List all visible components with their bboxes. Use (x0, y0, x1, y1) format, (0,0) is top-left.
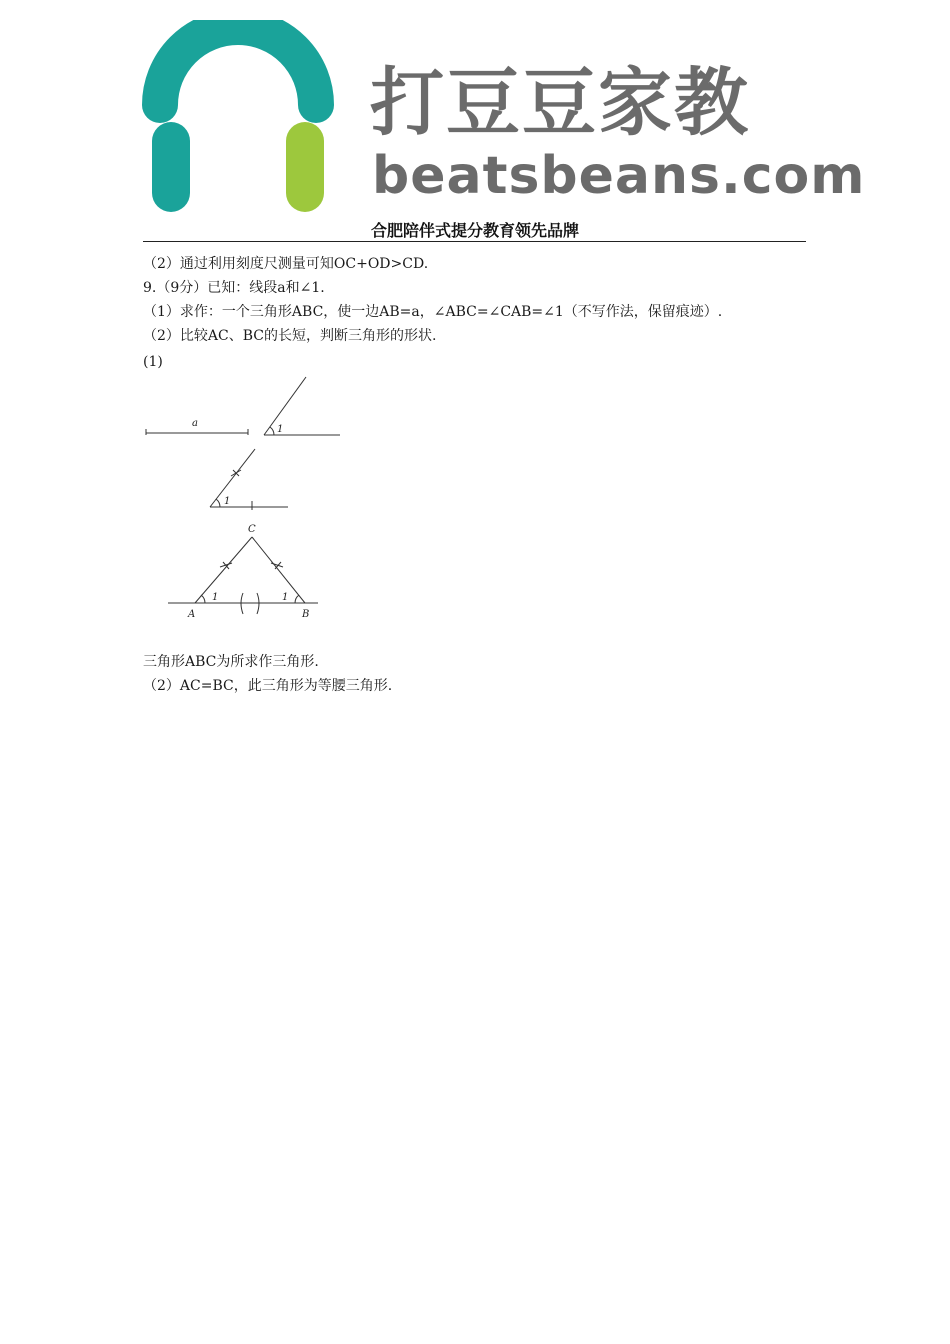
page-header (0, 0, 950, 245)
answer-line-1: 三角形ABC为所求作三角形. (143, 654, 319, 670)
tagline: 合肥陪伴式提分教育领先品牌 (370, 221, 579, 240)
angle-1-ray (264, 377, 306, 435)
side-ac (195, 537, 252, 603)
brand-domain: beatsbeans.com (372, 146, 866, 206)
header-divider (143, 241, 806, 242)
text-line-4: （2）比较AC、BC的长短，判断三角形的形状. (143, 328, 437, 344)
label-vertex-a: A (188, 609, 196, 620)
label-vertex-c: C (248, 524, 256, 535)
label-a: a (192, 418, 198, 429)
label-angle-1-b: 1 (282, 592, 289, 603)
side-bc (252, 537, 305, 603)
label-angle-1-copy: 1 (224, 496, 231, 507)
text-line-5: (1) (143, 354, 163, 370)
label-angle-1: 1 (277, 424, 284, 435)
text-line-1: （2）通过利用刻度尺测量可知OC+OD>CD. (143, 256, 429, 272)
label-vertex-b: B (302, 609, 310, 620)
label-angle-1-a: 1 (212, 592, 219, 603)
brand-name-cn: 打豆豆家教 (370, 60, 750, 146)
text-line-3: （1）求作：一个三角形ABC，使一边AB=a，∠ABC=∠CAB=∠1（不写作法，保留痕迹）. (143, 304, 723, 320)
construction-figure (140, 370, 350, 630)
answer-line-2: （2）AC=BC，此三角形为等腰三角形. (143, 678, 393, 694)
logo-icon (140, 20, 335, 220)
text-line-2: 9.（9分）已知：线段a和∠1. (143, 280, 325, 296)
